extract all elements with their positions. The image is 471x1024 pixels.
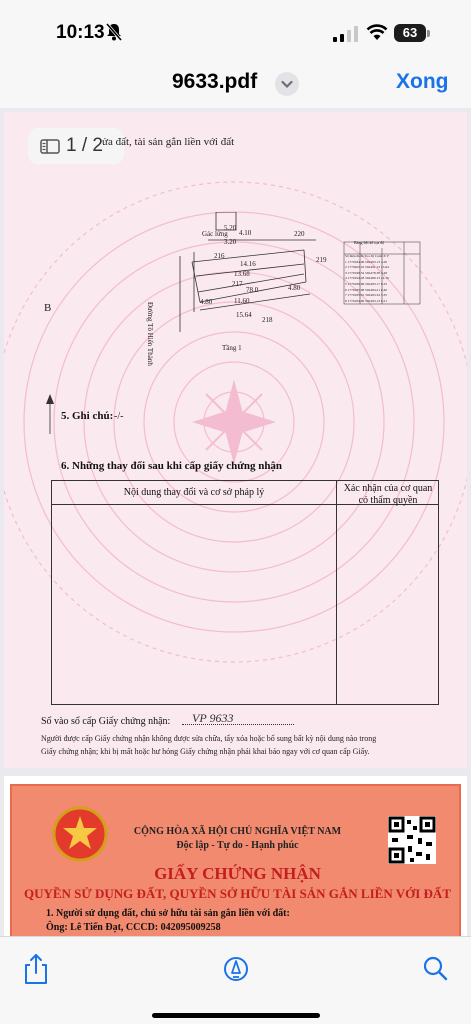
nav-bar: [0, 64, 471, 108]
certificate-subtitle: QUYỀN SỬ DỤNG ĐẤT, QUYỀN SỞ HỮU TÀI SẢN GẮN LIỀN VỚI ĐẤT: [23, 886, 451, 901]
status-bar: [0, 0, 471, 64]
plan-dim: 219: [316, 256, 327, 264]
home-indicator: [152, 1013, 320, 1018]
plan-dim: 5.20: [224, 224, 237, 232]
share-icon: [18, 951, 54, 987]
coord-table-row: 1 1779184.06 592493.13 4.20: [345, 259, 387, 264]
pdf-page-2: [4, 776, 467, 936]
plan-dim: 216: [214, 252, 225, 260]
page-header-fragment: ửa đất, tài sản gắn liền với đất: [102, 136, 235, 148]
plan-north-arrow-label: B: [44, 302, 52, 314]
coord-table-row: 6 1779185.98 592484.21 0.40: [345, 287, 387, 292]
section-5-label: 5. Ghi chú:: [61, 410, 114, 422]
section-6-label: 6. Những thay đổi sau khi cấp giấy chứng nhận: [61, 460, 283, 472]
coord-table-row: 7 1779185.01 592493.34 3.35: [345, 293, 387, 298]
plan-dim: 3.20: [224, 238, 237, 246]
qr-code-icon: [388, 816, 436, 864]
plan-dim: 4.80: [288, 284, 301, 292]
plan-dim: 220: [294, 230, 305, 238]
pdf-page-1: [4, 112, 467, 768]
battery-cap: [427, 30, 430, 37]
certificate-owner-name: Ông: Lê Tiến Đạt, CCCD: 042095009258: [46, 922, 221, 933]
markup-pen-icon: [218, 951, 254, 987]
bell-slash-icon: [106, 23, 122, 41]
register-label: Số vào sổ cấp Giấy chứng nhận:: [41, 716, 171, 727]
chevron-down-icon: [275, 72, 299, 96]
certificate-cover: [10, 784, 461, 936]
coord-table-row: 5 1779189.69 592483.17 0.25: [345, 281, 387, 286]
sidebar-icon: [40, 139, 60, 154]
coord-table-row: 4 1779194.28 592480.13 14.16: [345, 276, 389, 281]
done-button[interactable]: Xong: [396, 70, 449, 93]
plan-road-label: Đường Tô Hiến Thành: [146, 302, 154, 366]
pdf-viewer[interactable]: [0, 108, 471, 936]
title-menu-button[interactable]: [275, 72, 299, 96]
changes-table: [51, 480, 439, 705]
bottom-toolbar: [0, 936, 471, 1024]
coord-table-row: 8 1779184.06 592493.13 0.21: [345, 298, 387, 303]
page-indicator-text: 1 / 2: [66, 135, 103, 156]
register-value: VP 9633: [192, 711, 234, 725]
certificate-title: GIẤY CHỨNG NHẬN: [154, 864, 321, 883]
section-5-value: -/-: [114, 411, 124, 422]
battery-indicator: 63: [394, 24, 426, 42]
cell-signal-icon: [333, 26, 359, 42]
wifi-icon: [366, 24, 388, 41]
usage-note-line1: Người được cấp Giấy chứng nhận không được sửa chữa, tẩy xóa hoặc bổ sung bất kỳ nội dung nào trong: [41, 734, 377, 743]
certificate-owner-label: 1. Người sử dụng đất, chủ sở hữu tài sản gắn liền với đất:: [46, 908, 290, 919]
usage-note: [41, 732, 461, 758]
markup-button[interactable]: [218, 951, 254, 987]
coord-table: [345, 254, 419, 304]
search-icon: [418, 951, 454, 987]
national-motto: Độc lập - Tự do - Hạnh phúc: [176, 840, 299, 851]
coord-table-row: 3 1779198.52 592478.38 4.48: [345, 270, 387, 275]
register-dotted-line: [182, 724, 294, 725]
plan-area: 78.0: [246, 286, 259, 294]
plan-dim: 4.80: [200, 298, 213, 306]
table-column-divider: [336, 481, 337, 704]
coord-table-title: Bảng liệt kê tọa độ: [354, 240, 385, 245]
coord-table-row: 2 1779202.16 592491.13 15.64: [345, 265, 389, 270]
plan-dim: 218: [262, 316, 273, 324]
plan-dim: 217: [232, 280, 243, 288]
coord-table-header: Số hiệu điểm Tọa độ Cạnh X Y: [345, 254, 390, 258]
plan-dim: 15.64: [236, 311, 252, 319]
plan-dim: 14.16: [240, 260, 256, 268]
plan-dim: 4.10: [239, 229, 252, 237]
status-time: 10:13: [56, 22, 105, 43]
republic-name: CỘNG HÒA XÃ HỘI CHỦ NGHĨA VIỆT NAM: [133, 826, 342, 837]
table-header-confirmation: [338, 483, 438, 507]
document-title[interactable]: 9633.pdf: [172, 70, 258, 93]
plan-label-gac-lung: Gác lửng: [202, 230, 228, 238]
usage-note-line2: Giấy chứng nhận; khi bị mất hoặc hư hỏng Giấy chứng nhận phải khai báo ngay với cơ quan cấp Giấy.: [41, 747, 370, 756]
share-button[interactable]: [18, 951, 54, 987]
plan-dim: 13.68: [234, 270, 250, 278]
search-button[interactable]: [418, 951, 454, 987]
plan-dim: 11.60: [234, 297, 250, 305]
plan-label-tang-1: Tầng 1: [222, 344, 242, 352]
table-header-confirmation-line1: Xác nhận của cơ quan: [343, 483, 433, 494]
table-header-changes: Nội dung thay đổi và cơ sở pháp lý: [123, 487, 265, 498]
table-header-confirmation-line2: có thẩm quyền: [358, 495, 418, 506]
